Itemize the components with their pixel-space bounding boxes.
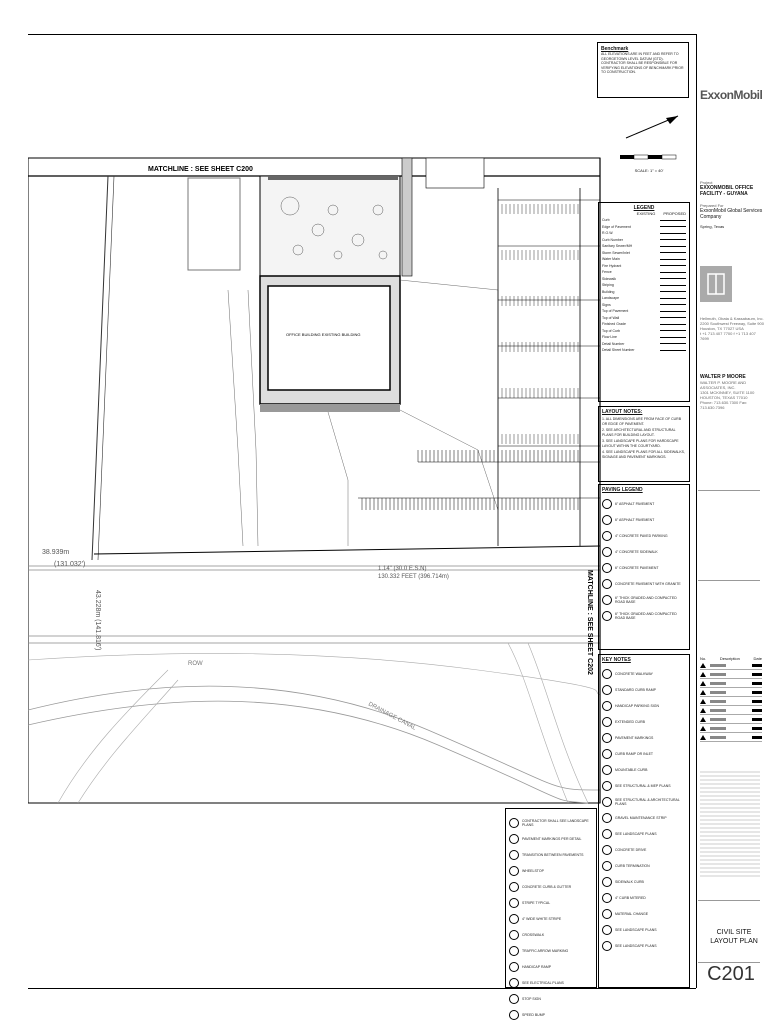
bottom-note-item [509, 914, 593, 924]
note-marker-icon [509, 978, 519, 988]
site-plan-drawing [28, 150, 602, 804]
legend-title: LEGEND [633, 205, 655, 211]
legend-text: Detail Number [602, 341, 625, 346]
key-note-item [602, 925, 686, 935]
revision-date-bar [752, 709, 762, 712]
paving-legend-box [598, 484, 690, 650]
north-arrow [622, 112, 682, 142]
revision-row [700, 661, 762, 670]
revision-date-bar [752, 682, 762, 685]
note-marker-icon [602, 813, 612, 823]
note-marker-icon [602, 563, 612, 573]
revision-date-bar [752, 718, 762, 721]
revision-row [700, 724, 762, 733]
revision-bar [710, 682, 726, 685]
revision-date-bar [752, 727, 762, 730]
legend-swatch [660, 291, 686, 292]
bottom-note-text: TRAFFIC ARROW MARKING [522, 948, 569, 953]
bottom-note-text: CONCRETE CURB & GUTTER [522, 884, 572, 889]
layout-notes-title: LAYOUT NOTES: [602, 409, 643, 415]
bottom-note-item [509, 978, 593, 988]
legend-col-proposed: PROPOSED [663, 211, 686, 216]
key-note-item [602, 941, 686, 951]
revision-bar [710, 664, 726, 667]
legend-box [598, 202, 690, 402]
layout-note-text: 3. SEE LANDSCAPE PLANS FOR HARDSCAPE LAYOUT WITHIN THE COURTYARD. [602, 439, 679, 448]
revision-row [700, 697, 762, 706]
note-marker-icon [509, 882, 519, 892]
bottom-note-item [509, 930, 593, 940]
legend-item [602, 348, 686, 353]
note-marker-icon [509, 866, 519, 876]
legend-text: Storm Sewer/Inlet [602, 250, 630, 255]
legend-item [602, 231, 686, 236]
paving-text: 6" THICK GRADED AND COMPACTED ROAD BASE [615, 611, 677, 620]
note-marker-icon [602, 515, 612, 525]
paving-item [602, 531, 686, 541]
key-note-item [602, 909, 686, 919]
legend-item [602, 322, 686, 327]
dim-row2: 130.332 FEET (396.714m) [378, 574, 449, 580]
site-plan-svg [28, 150, 602, 804]
paving-item [602, 595, 686, 605]
note-marker-icon [602, 733, 612, 743]
engineer-details: WALTER P. MOORE AND ASSOCIATES, INC. [700, 380, 747, 390]
revision-row [700, 688, 762, 697]
paving-item [602, 515, 686, 525]
key-note-item [602, 893, 686, 903]
title-block-border [696, 34, 697, 988]
legend-text: Striping [602, 283, 614, 287]
revision-delta-icon [700, 681, 706, 686]
revision-date-bar [752, 700, 762, 703]
legend-item [602, 270, 686, 275]
note-marker-icon [602, 797, 612, 807]
paving-item [602, 563, 686, 573]
paving-item [602, 611, 686, 621]
legend-text: Signs [602, 302, 611, 307]
legend-swatch [660, 324, 686, 325]
key-note-text: CURB RAMP OR INLET [615, 751, 654, 756]
legend-text: Fire Hydrant [602, 263, 622, 268]
revision-bar [710, 700, 726, 703]
note-marker-icon [602, 595, 612, 605]
legend-text: Water Main [602, 257, 620, 261]
legend-item [602, 264, 686, 269]
key-note-item [602, 845, 686, 855]
legend-item [602, 290, 686, 295]
legend-swatch [660, 265, 686, 266]
key-note-text: PAVEMENT MARKINGS [615, 735, 654, 740]
bottom-note-item [509, 946, 593, 956]
revision-bar [710, 718, 726, 721]
key-note-item [602, 717, 686, 727]
note-marker-icon [602, 925, 612, 935]
key-note-item [602, 813, 686, 823]
engineer-phone: Phone: 713.630.7300 Fax: 713.630.7396 [700, 400, 748, 410]
sheet-top-border [28, 34, 696, 35]
note-marker-icon [509, 946, 519, 956]
bottom-note-item [509, 818, 593, 828]
building-label: OFFICE BUILDING EXISTING BUILDING [286, 332, 361, 337]
drawing-title-text: CIVIL SITE LAYOUT PLAN [710, 929, 758, 945]
key-note-text: MOUNTABLE CURB [615, 767, 648, 772]
note-marker-icon [602, 531, 612, 541]
legend-swatch [660, 220, 686, 221]
client-name: ExxonMobil Global Services Company [700, 208, 763, 220]
note-marker-icon [602, 861, 612, 871]
key-note-item [602, 685, 686, 695]
bottom-note-text: HANDICAP RAMP [522, 964, 552, 969]
legend-swatch [660, 350, 686, 351]
key-note-text: EXTENDED CURB [615, 719, 645, 724]
layout-note-item [602, 450, 686, 459]
layout-note-item [602, 417, 686, 426]
revisions-table [700, 656, 762, 742]
note-marker-icon [509, 818, 519, 828]
revision-bar [710, 691, 726, 694]
consultant-name: Hellmuth, Obata & Kassabaum, Inc. [700, 316, 764, 321]
revision-row [700, 679, 762, 688]
legend-text: Sanitary Sewer/MH [602, 244, 633, 248]
key-note-item [602, 829, 686, 839]
legend-item [602, 225, 686, 230]
bottom-note-text: STOP SIGN [522, 996, 541, 1001]
key-note-item [602, 781, 686, 791]
legend-text: Detail Sheet Number [602, 348, 635, 352]
legend-swatch [660, 233, 686, 234]
bottom-note-text: CROSSWALK [522, 932, 545, 937]
consultant-block [700, 316, 764, 341]
revision-bar [710, 709, 726, 712]
dim-38b: (131.032') [54, 561, 86, 568]
key-note-text: CONCRETE WALKWAY [615, 671, 653, 676]
benchmark-title: Benchmark [601, 46, 629, 52]
revision-delta-icon [700, 663, 706, 668]
bottom-notes-box [505, 808, 597, 1017]
note-marker-icon [602, 781, 612, 791]
revision-bar [710, 736, 726, 739]
bottom-note-item [509, 850, 593, 860]
note-marker-icon [602, 579, 612, 589]
key-note-text: HANDICAP PARKING SIGN [615, 703, 660, 708]
paving-text: 6" ASPHALT PAVEMENT [615, 517, 655, 522]
hok-logo [700, 266, 732, 302]
rev-col-no: No. [700, 656, 707, 661]
legend-swatch [660, 246, 686, 247]
paving-text: CONCRETE PAVEMENT WITH GRANITE [615, 581, 681, 586]
note-marker-icon [602, 701, 612, 711]
rev-col-desc: Description [719, 656, 740, 661]
engineer-address: 1301 MCKINNEY, SUITE 1100 HOUSTON, TEXAS 77010 [700, 390, 755, 400]
legend-swatch [660, 311, 686, 312]
revision-date-bar [752, 736, 762, 739]
bottom-note-text: WHEELSTOP [522, 868, 544, 873]
key-note-item [602, 861, 686, 871]
layout-note-text: 4. SEE LANDSCAPE PLANS FOR ALL SIDEWALKS, SIGNAGE AND PAVEMENT MARKINGS. [602, 450, 685, 459]
exxonmobil-logo [700, 86, 763, 110]
note-marker-icon [602, 499, 612, 509]
key-note-text: SEE LANDSCAPE PLANS [615, 831, 657, 836]
note-marker-icon [602, 611, 612, 621]
scale-label: SCALE: 1" = 40' [634, 168, 664, 173]
bottom-note-item [509, 1010, 593, 1020]
bottom-note-text: SEE ELECTRICAL PLANS [522, 980, 564, 985]
note-marker-icon [602, 829, 612, 839]
legend-item [602, 283, 686, 288]
revision-row [700, 733, 762, 742]
general-notes-lines [700, 770, 762, 880]
tb-divider-3 [698, 900, 760, 901]
note-marker-icon [602, 749, 612, 759]
project-block [700, 180, 764, 229]
key-note-item [602, 733, 686, 743]
revision-date-bar [752, 664, 762, 667]
note-marker-icon [509, 914, 519, 924]
key-note-text: STANDARD CURB RAMP [615, 687, 656, 692]
benchmark-text: ALL ELEVATIONS ARE IN FEET AND REFER TO GEORGETOWN LEVEL DATUM (GTD). CONTRACTOR SHALL BE RESPONSIBLE FOR VERIFYING ELEVATIONS OF BENCHMARK PRIOR TO CONSTRUCTION. [601, 52, 684, 74]
project-label: Project [700, 180, 713, 185]
layout-note-text: 1. ALL DIMENSIONS ARE FROM FACE OF CURB OR EDGE OF PAVEMENT. [602, 417, 682, 426]
bottom-note-item [509, 898, 593, 908]
engineer-name: WALTER P MOORE [700, 374, 746, 380]
note-marker-icon [602, 941, 612, 951]
key-note-item [602, 701, 686, 711]
sheet-number-text: C201 [707, 963, 755, 985]
dim-38: 38.939m [42, 549, 70, 556]
bottom-note-item [509, 882, 593, 892]
legend-swatch [660, 272, 686, 273]
legend-text: Curb [602, 218, 610, 222]
note-marker-icon [509, 850, 519, 860]
matchline-right-label: MATCHLINE : SEE SHEET C202 [586, 570, 593, 675]
legend-swatch [660, 317, 686, 318]
legend-text: Finished Grade [602, 322, 626, 326]
legend-swatch [660, 298, 686, 299]
legend-item [602, 342, 686, 347]
legend-item [602, 244, 686, 249]
consultant-phone: t +1 713 407 7700 f +1 713 407 7699 [700, 331, 756, 341]
legend-text: R.O.W. [602, 231, 614, 235]
revision-delta-icon [700, 690, 706, 695]
layout-note-text: 2. SEE ARCHITECTURAL AND STRUCTURAL PLANS FOR BUILDING LAYOUT. [602, 428, 676, 437]
legend-item [602, 257, 686, 262]
legend-col-existing: EXISTING [636, 211, 656, 216]
bottom-note-text: CONTRACTOR SHALL SEE LANDSCAPE PLANS [522, 818, 589, 827]
key-note-item [602, 765, 686, 775]
note-marker-icon [602, 547, 612, 557]
legend-text: Landscape [602, 296, 620, 300]
legend-swatch [660, 304, 686, 305]
engineer-block [700, 374, 764, 410]
revision-row [700, 715, 762, 724]
key-notes-title: KEY NOTES [602, 657, 631, 663]
scale-bar [620, 150, 678, 173]
bottom-note-item [509, 994, 593, 1004]
paving-text: 6" THICK GRADED AND COMPACTED ROAD BASE [615, 595, 677, 604]
row-label: ROW [188, 661, 203, 667]
key-note-text: SEE STRUCTURAL & ARCHITECTURAL PLANS [615, 797, 680, 806]
key-note-text: SEE LANDSCAPE PLANS [615, 943, 657, 948]
layout-notes-box [598, 406, 690, 482]
legend-item [602, 218, 686, 223]
bottom-note-text: 4" WIDE WHITE STRIPE [522, 916, 562, 921]
legend-swatch [660, 226, 686, 227]
key-note-item [602, 669, 686, 679]
key-note-item [602, 877, 686, 887]
legend-swatch [660, 343, 686, 344]
note-marker-icon [509, 994, 519, 1004]
legend-text: Building [602, 289, 615, 294]
note-marker-icon [509, 834, 519, 844]
key-note-text: CONCRETE DRIVE [615, 847, 647, 852]
matchline-top-label: MATCHLINE : SEE SHEET C200 [148, 166, 253, 173]
paving-item [602, 499, 686, 509]
revision-delta-icon [700, 708, 706, 713]
note-marker-icon [509, 930, 519, 940]
key-note-text: SEE STRUCTURAL & MEP PLANS [615, 783, 671, 788]
legend-item [602, 251, 686, 256]
tb-divider-2 [698, 580, 760, 581]
revision-bar [710, 727, 726, 730]
legend-swatch [660, 252, 686, 253]
dim-row: 1.14" (30.0 E.S.N) [378, 566, 427, 572]
note-marker-icon [602, 845, 612, 855]
bottom-note-text: TRANSITION BETWEEN PAVEMENTS [522, 852, 584, 857]
note-marker-icon [509, 1010, 519, 1020]
legend-item [602, 316, 686, 321]
paving-item [602, 547, 686, 557]
legend-item [602, 309, 686, 314]
legend-text: Top of Pavement [602, 309, 629, 313]
drawing-title [706, 928, 762, 946]
legend-item [602, 277, 686, 282]
revision-date-bar [752, 691, 762, 694]
bottom-note-text: SPEED BUMP [522, 1012, 545, 1017]
legend-swatch [660, 285, 686, 286]
sheet-bottom-border [28, 988, 696, 989]
revision-delta-icon [700, 699, 706, 704]
key-note-text: GRAVEL MAINTENANCE STRIP [615, 815, 667, 820]
paving-text: 6" ASPHALT PAVEMENT [615, 501, 655, 506]
note-marker-icon [602, 765, 612, 775]
note-marker-icon [602, 685, 612, 695]
project-name: EXXONMOBIL OFFICE FACILITY - GUYANA [700, 185, 754, 197]
legend-item [602, 329, 686, 334]
legend-text: Top of Curb [602, 328, 621, 333]
legend-item [602, 303, 686, 308]
revision-delta-icon [700, 735, 706, 740]
legend-item [602, 238, 686, 243]
bottom-note-item [509, 834, 593, 844]
legend-swatch [660, 330, 686, 331]
legend-swatch [660, 259, 686, 260]
legend-text: Top of Wall [602, 315, 620, 320]
revision-date-bar [752, 673, 762, 676]
layout-note-item [602, 428, 686, 437]
revision-row [700, 706, 762, 715]
revision-delta-icon [700, 726, 706, 731]
revision-bar [710, 673, 726, 676]
bottom-note-text: STRIPE TYPICAL [522, 900, 551, 905]
revision-delta-icon [700, 717, 706, 722]
legend-item [602, 335, 686, 340]
key-notes-box [598, 654, 690, 988]
paving-text: 6" CONCRETE PAVEMENT [615, 565, 659, 570]
legend-swatch [660, 278, 686, 279]
drainage-label: DRAINAGE CANAL [367, 701, 417, 732]
legend-swatch [660, 239, 686, 240]
note-marker-icon [602, 909, 612, 919]
revision-delta-icon [700, 672, 706, 677]
revision-row [700, 670, 762, 679]
legend-text: Edge of Pavement [602, 224, 631, 229]
legend-item [602, 296, 686, 301]
dim-43: 43.228m (141.816') [94, 590, 101, 651]
key-note-text: MATERIAL CHANGE [615, 911, 649, 916]
key-note-item [602, 749, 686, 759]
paving-text: 4" CONCRETE SIDEWALK [615, 549, 658, 554]
legend-text: Flow Line [602, 335, 617, 339]
bottom-note-text: PAVEMENT MARKINGS PER DETAIL [522, 836, 582, 841]
key-note-item [602, 797, 686, 807]
paving-text: 4" CONCRETE PAVED PARKING [615, 533, 668, 538]
note-marker-icon [602, 669, 612, 679]
bottom-note-item [509, 866, 593, 876]
note-marker-icon [602, 893, 612, 903]
paving-legend-title: PAVING LEGEND [602, 487, 643, 493]
key-note-text: SEE LANDSCAPE PLANS [615, 927, 657, 932]
legend-swatch [660, 337, 686, 338]
key-note-text: SIDEWALK CURB [615, 879, 644, 884]
key-note-text: 4" CURB MITERED [615, 895, 646, 900]
client-location: Spring, Texas [700, 224, 725, 229]
sheet-number [700, 962, 762, 986]
benchmark-box [597, 42, 689, 98]
note-marker-icon [509, 898, 519, 908]
consultant-address: 2200 Southwest Freeway, Suite 900 Houston, TX 77027 USA [700, 321, 764, 331]
bottom-note-item [509, 962, 593, 972]
paving-item [602, 579, 686, 589]
tb-divider-1 [698, 490, 760, 491]
rev-col-date: Date [753, 656, 762, 661]
legend-text: Sidewalk [602, 276, 617, 281]
legend-text: Curb Number [602, 237, 624, 242]
note-marker-icon [602, 877, 612, 887]
key-note-text: CURB TERMINATION [615, 863, 650, 868]
note-marker-icon [509, 962, 519, 972]
prepared-label: Prepared For [700, 203, 724, 208]
note-marker-icon [602, 717, 612, 727]
legend-text: Fence [602, 270, 612, 274]
logo-text: ExxonMobil [700, 88, 763, 102]
layout-note-item [602, 439, 686, 448]
